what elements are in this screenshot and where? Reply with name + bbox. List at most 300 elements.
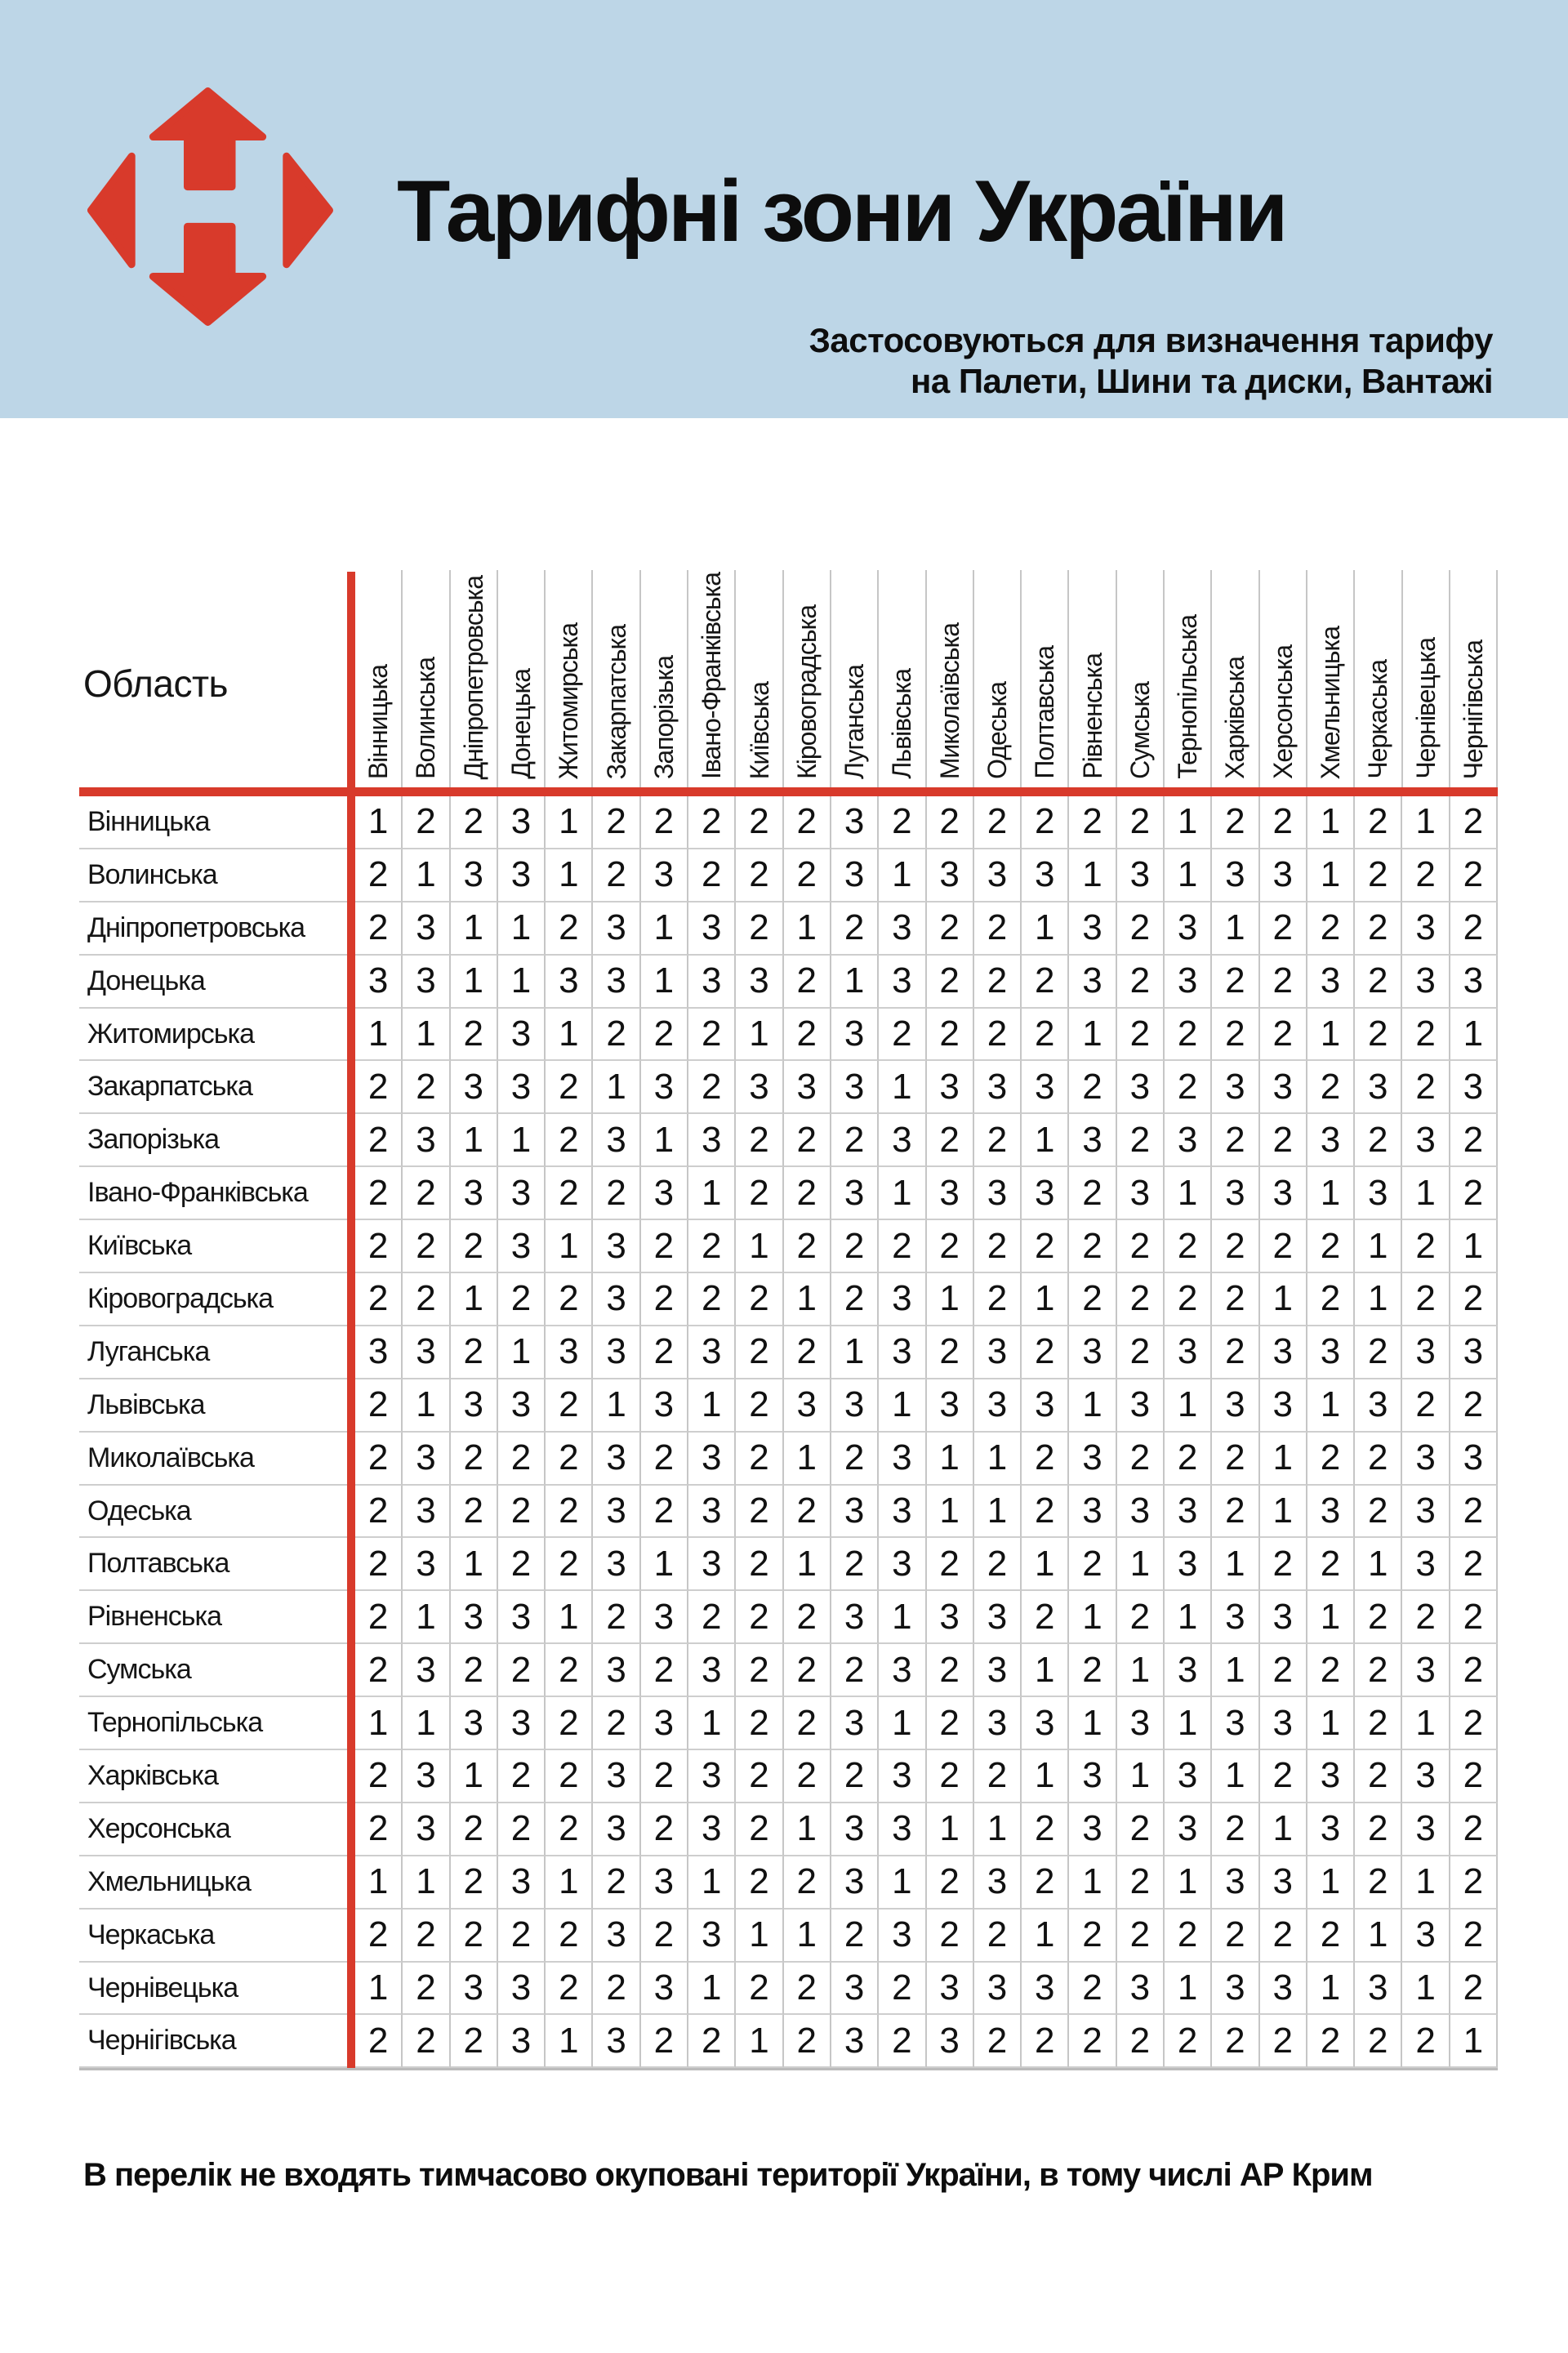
zone-cell: 1: [1165, 796, 1212, 849]
column-header-label: Тернопільська: [1173, 615, 1203, 779]
zone-cell: 2: [1355, 1326, 1402, 1379]
zone-cell: 2: [546, 1114, 593, 1167]
zone-cell: 2: [1022, 2015, 1069, 2068]
column-header-label: Вінницька: [363, 664, 394, 779]
zone-cell: 2: [784, 1220, 831, 1273]
zone-cell: 3: [831, 1963, 879, 2016]
zone-cell: 2: [927, 1114, 974, 1167]
zone-cell: 2: [355, 1273, 403, 1326]
zone-cell: 1: [641, 956, 688, 1009]
zone-cell: 3: [1402, 1538, 1450, 1591]
zone-cell: 3: [1307, 1114, 1355, 1167]
row-label: Херсонська: [79, 1803, 347, 1856]
zone-cell: 1: [1069, 1591, 1116, 1644]
zone-cell: 3: [1402, 1433, 1450, 1486]
zone-cell: 3: [831, 1167, 879, 1220]
zone-cell: 2: [1117, 1009, 1165, 1062]
zone-cell: 1: [1022, 1273, 1069, 1326]
zone-cell: 1: [1260, 1486, 1307, 1539]
zone-cell: 2: [784, 796, 831, 849]
zone-cell: 3: [498, 1379, 546, 1433]
zone-cell: 2: [1355, 1009, 1402, 1062]
zone-cell: 2: [641, 1910, 688, 1963]
zone-cell: 2: [736, 1803, 783, 1856]
zone-cell: 3: [879, 902, 926, 956]
zone-cell: 2: [1165, 1273, 1212, 1326]
zone-cell: 2: [1450, 1856, 1498, 1910]
zone-cell: 2: [1212, 1273, 1259, 1326]
column-header: [1403, 570, 1450, 787]
row-label: Житомирська: [79, 1009, 347, 1062]
zone-cell: 1: [355, 1856, 403, 1910]
zone-cell: 2: [1260, 2015, 1307, 2068]
zone-cell: 2: [1355, 2015, 1402, 2068]
zone-cell: 2: [1450, 1538, 1498, 1591]
zone-cell: 2: [451, 1644, 498, 1697]
row-label: Вінницька: [79, 796, 347, 849]
zone-cell: 1: [974, 1803, 1022, 1856]
zone-cell: 2: [355, 1486, 403, 1539]
zone-cell: 3: [641, 1963, 688, 2016]
row-label: Черкаська: [79, 1910, 347, 1963]
column-header-label: Кіровоградська: [791, 605, 822, 779]
zone-cell: 2: [1355, 849, 1402, 902]
zone-cell: 3: [641, 1591, 688, 1644]
zone-cell: 2: [736, 796, 783, 849]
zone-cell: 2: [1402, 1009, 1450, 1062]
zone-cell: 2: [451, 1803, 498, 1856]
zone-cell: 2: [1212, 956, 1259, 1009]
zone-cell: 3: [1402, 1910, 1450, 1963]
right-wedge-icon: [287, 156, 330, 264]
zone-cell: 2: [1117, 1591, 1165, 1644]
zone-cell: 3: [831, 1009, 879, 1062]
zone-cell: 2: [784, 1486, 831, 1539]
zone-cell: 2: [1022, 1326, 1069, 1379]
zone-cell: 1: [498, 902, 546, 956]
zone-cell: 1: [736, 1910, 783, 1963]
zone-cell: 2: [546, 1697, 593, 1750]
zone-cell: 2: [1450, 1114, 1498, 1167]
zone-cell: 2: [593, 796, 640, 849]
zone-cell: 1: [1069, 1009, 1116, 1062]
zone-cell: 3: [688, 1910, 736, 1963]
zone-cell: 1: [546, 1009, 593, 1062]
column-header: [1069, 570, 1116, 787]
zone-cell: 3: [736, 956, 783, 1009]
zone-cell: 2: [593, 849, 640, 902]
zone-cell: 2: [451, 1220, 498, 1273]
zone-cell: 1: [1022, 1750, 1069, 1803]
zone-cell: 1: [641, 1114, 688, 1167]
zone-cell: 2: [1212, 1114, 1259, 1167]
zone-cell: 2: [1212, 796, 1259, 849]
zone-cell: 3: [1307, 1326, 1355, 1379]
zone-cell: 3: [1069, 1326, 1116, 1379]
zone-cell: 2: [546, 1538, 593, 1591]
zone-cell: 2: [641, 1644, 688, 1697]
zone-cell: 2: [736, 1538, 783, 1591]
zone-cell: 3: [1402, 902, 1450, 956]
zone-cell: 2: [1355, 902, 1402, 956]
zone-cell: 3: [403, 902, 450, 956]
zone-cell: 3: [593, 902, 640, 956]
zone-cell: 1: [1069, 1856, 1116, 1910]
zone-cell: 3: [688, 956, 736, 1009]
zone-cell: 2: [831, 1910, 879, 1963]
zone-cell: 3: [641, 1167, 688, 1220]
zone-cell: 2: [1260, 1009, 1307, 1062]
zone-cell: 3: [1212, 1061, 1259, 1114]
zone-cell: 2: [1260, 796, 1307, 849]
zone-cell: 2: [927, 1910, 974, 1963]
zone-cell: 3: [546, 956, 593, 1009]
zone-cell: 2: [1402, 1379, 1450, 1433]
zone-cell: 2: [1069, 2015, 1116, 2068]
column-header-label: Київська: [744, 681, 774, 779]
zone-cell: 2: [1450, 1910, 1498, 1963]
zone-cell: 3: [1260, 1326, 1307, 1379]
zone-cell: 2: [593, 1697, 640, 1750]
zone-cell: 3: [1022, 1379, 1069, 1433]
zone-cell: 3: [927, 1061, 974, 1114]
zone-cell: 3: [498, 2015, 546, 2068]
zone-cell: 1: [1402, 1963, 1450, 2016]
zone-cell: 2: [736, 1273, 783, 1326]
zone-cell: 1: [1307, 1856, 1355, 1910]
zone-cell: 3: [927, 1591, 974, 1644]
column-header: [546, 570, 593, 787]
zone-cell: 2: [403, 2015, 450, 2068]
zone-cell: 2: [879, 1220, 926, 1273]
zone-cell: 2: [1307, 2015, 1355, 2068]
row-label: Полтавська: [79, 1538, 347, 1591]
zone-cell: 3: [1355, 1167, 1402, 1220]
zone-cell: 2: [355, 1910, 403, 1963]
zone-cell: 2: [1117, 1910, 1165, 1963]
zone-cell: 2: [546, 1061, 593, 1114]
zone-cell: 3: [451, 1591, 498, 1644]
zone-cell: 1: [927, 1433, 974, 1486]
zone-cell: 1: [879, 1697, 926, 1750]
zone-cell: 2: [974, 1114, 1022, 1167]
zone-cell: 3: [831, 1591, 879, 1644]
zone-cell: 3: [1260, 1963, 1307, 2016]
zone-cell: 2: [403, 1963, 450, 2016]
zone-cell: 3: [831, 1803, 879, 1856]
zone-cell: 1: [355, 796, 403, 849]
zone-cell: 3: [1260, 1167, 1307, 1220]
zone-cell: 2: [1117, 956, 1165, 1009]
zone-cell: 2: [1117, 1856, 1165, 1910]
zone-cell: 2: [641, 1803, 688, 1856]
zone-cell: 3: [1165, 1803, 1212, 1856]
zone-cell: 2: [736, 1167, 783, 1220]
zone-cell: 3: [451, 1167, 498, 1220]
zone-cell: 3: [1022, 1167, 1069, 1220]
zone-cell: 3: [974, 1856, 1022, 1910]
zone-cell: 1: [1307, 1167, 1355, 1220]
zone-cell: 3: [1022, 1061, 1069, 1114]
zone-cell: 3: [1165, 902, 1212, 956]
zone-cell: 2: [546, 1486, 593, 1539]
zone-cell: 1: [974, 1433, 1022, 1486]
zone-cell: 2: [784, 1591, 831, 1644]
zone-cell: 3: [1212, 1963, 1259, 2016]
zone-cell: 2: [1307, 1644, 1355, 1697]
zone-cell: 2: [1355, 1697, 1402, 1750]
zone-cell: 2: [451, 1326, 498, 1379]
zone-cell: 2: [1402, 1061, 1450, 1114]
column-header-label: Миколаївська: [934, 622, 964, 779]
zone-cell: 1: [1165, 1167, 1212, 1220]
zone-cell: 2: [1450, 902, 1498, 956]
zone-cell: 3: [1069, 1803, 1116, 1856]
zone-cell: 2: [736, 1326, 783, 1379]
zone-cell: 3: [1069, 1433, 1116, 1486]
zone-cell: 2: [1402, 1220, 1450, 1273]
zone-cell: 2: [1022, 956, 1069, 1009]
zone-cell: 2: [974, 1220, 1022, 1273]
zone-cell: 3: [1022, 1697, 1069, 1750]
zone-cell: 3: [1117, 1963, 1165, 2016]
zone-cell: 1: [688, 1697, 736, 1750]
row-label: Закарпатська: [79, 1061, 347, 1114]
zone-cell: 2: [546, 1910, 593, 1963]
zone-cell: 2: [784, 1114, 831, 1167]
zone-cell: 1: [546, 796, 593, 849]
zone-cell: 2: [355, 1433, 403, 1486]
zone-cell: 1: [1355, 1220, 1402, 1273]
zone-cell: 2: [546, 1963, 593, 2016]
row-label: Тернопільська: [79, 1697, 347, 1750]
zone-cell: 2: [641, 1486, 688, 1539]
column-header: [1165, 570, 1212, 787]
zone-cell: 3: [831, 1856, 879, 1910]
column-header-label: Волинська: [411, 657, 441, 779]
zone-cell: 3: [974, 1167, 1022, 1220]
zone-cell: 2: [784, 1167, 831, 1220]
zone-cell: 2: [498, 1486, 546, 1539]
zone-cell: 3: [1260, 1856, 1307, 1910]
zone-cell: 1: [1260, 1273, 1307, 1326]
zone-cell: 2: [546, 902, 593, 956]
column-header-label: Луганська: [840, 665, 870, 779]
zone-cell: 2: [546, 1167, 593, 1220]
zone-cell: 2: [831, 1220, 879, 1273]
zone-cell: 3: [1212, 1697, 1259, 1750]
zone-cell: 3: [688, 1114, 736, 1167]
zone-cell: 2: [1402, 849, 1450, 902]
zone-cell: 2: [1450, 1697, 1498, 1750]
zone-cell: 2: [784, 1697, 831, 1750]
zone-cell: 2: [688, 1220, 736, 1273]
row-label: Хмельницька: [79, 1856, 347, 1910]
zone-cell: 3: [593, 1220, 640, 1273]
zone-cell: 3: [831, 2015, 879, 2068]
zone-cell: 1: [1402, 1167, 1450, 1220]
zone-cell: 1: [1355, 1910, 1402, 1963]
zone-cell: 3: [688, 902, 736, 956]
zone-cell: 1: [403, 849, 450, 902]
zone-cell: 1: [879, 1061, 926, 1114]
zone-cell: 3: [1260, 1061, 1307, 1114]
zone-cell: 3: [879, 1644, 926, 1697]
zone-cell: 3: [1450, 1061, 1498, 1114]
zone-cell: 3: [1355, 1379, 1402, 1433]
zone-cell: 3: [641, 1856, 688, 1910]
zone-cell: 1: [355, 1009, 403, 1062]
zone-cell: 2: [1307, 1061, 1355, 1114]
zone-cell: 2: [736, 1644, 783, 1697]
column-header-label: Дніпропетровська: [458, 575, 488, 779]
zone-cell: 2: [927, 796, 974, 849]
zone-cell: 1: [831, 956, 879, 1009]
zone-cell: 3: [1212, 1856, 1259, 1910]
zone-cell: 3: [498, 1167, 546, 1220]
zone-cell: 1: [1307, 1009, 1355, 1062]
zone-cell: 3: [498, 1009, 546, 1062]
zone-cell: 2: [641, 1326, 688, 1379]
zone-matrix: [355, 796, 1498, 2068]
column-header: [1260, 570, 1307, 787]
zone-cell: 2: [1450, 1963, 1498, 2016]
zone-cell: 2: [1355, 1856, 1402, 1910]
zone-cell: 1: [688, 1379, 736, 1433]
zone-cell: 2: [1212, 1486, 1259, 1539]
table-bottom-border: [79, 2068, 1498, 2070]
zone-cell: 2: [355, 1114, 403, 1167]
zone-cell: 3: [451, 1061, 498, 1114]
zone-cell: 2: [879, 2015, 926, 2068]
column-header: [1355, 570, 1402, 787]
zone-cell: 3: [451, 1697, 498, 1750]
zone-cell: 1: [1450, 1009, 1498, 1062]
zone-cell: 2: [641, 1009, 688, 1062]
zone-cell: 3: [784, 1379, 831, 1433]
zone-cell: 2: [1260, 1220, 1307, 1273]
zone-cell: 2: [974, 1273, 1022, 1326]
zone-cell: 2: [927, 902, 974, 956]
zone-cell: 3: [831, 1379, 879, 1433]
zone-cell: 1: [1069, 849, 1116, 902]
zone-cell: 2: [498, 1750, 546, 1803]
zone-cell: 3: [498, 849, 546, 902]
zone-cell: 1: [355, 1963, 403, 2016]
zone-cell: 3: [974, 849, 1022, 902]
zone-cell: 3: [593, 1486, 640, 1539]
zone-cell: 1: [1212, 1644, 1259, 1697]
row-label: Київська: [79, 1220, 347, 1273]
zone-cell: 3: [688, 1750, 736, 1803]
zone-cell: 3: [688, 1486, 736, 1539]
row-label: Львівська: [79, 1379, 347, 1433]
zone-cell: 3: [1260, 1697, 1307, 1750]
zone-cell: 2: [593, 1009, 640, 1062]
zone-cell: 2: [688, 2015, 736, 2068]
zone-cell: 1: [879, 1856, 926, 1910]
zone-cell: 3: [593, 1910, 640, 1963]
zone-cell: 2: [927, 1750, 974, 1803]
zone-cell: 2: [974, 2015, 1022, 2068]
zone-cell: 2: [1260, 1644, 1307, 1697]
zone-cell: 3: [974, 1697, 1022, 1750]
zone-cell: 2: [879, 1963, 926, 2016]
zone-cell: 3: [403, 1644, 450, 1697]
column-header: [1117, 570, 1165, 787]
zone-cell: 2: [1212, 1433, 1259, 1486]
zone-cell: 3: [1117, 1167, 1165, 1220]
zone-cell: 3: [688, 1803, 736, 1856]
arrow-down-icon: [153, 226, 262, 322]
zone-cell: 2: [784, 1644, 831, 1697]
zone-cell: 1: [403, 1856, 450, 1910]
zone-cell: 2: [355, 902, 403, 956]
zone-cell: 2: [1450, 1167, 1498, 1220]
zone-cell: 2: [927, 1538, 974, 1591]
zone-cell: 2: [1450, 1803, 1498, 1856]
zone-cell: 3: [879, 1910, 926, 1963]
row-label: Луганська: [79, 1326, 347, 1379]
zone-cell: 1: [1212, 1538, 1259, 1591]
zone-cell: 3: [403, 1486, 450, 1539]
zone-cell: 2: [1355, 1486, 1402, 1539]
zone-cell: 3: [879, 1803, 926, 1856]
zone-cell: 3: [593, 1326, 640, 1379]
column-header-label: Одеська: [982, 682, 1012, 779]
zone-cell: 3: [831, 1486, 879, 1539]
zone-cell: 2: [355, 1167, 403, 1220]
zone-cell: 2: [1212, 1326, 1259, 1379]
zone-cell: 3: [1450, 956, 1498, 1009]
zone-cell: 1: [1022, 1910, 1069, 1963]
zone-cell: 1: [355, 1697, 403, 1750]
zone-cell: 2: [784, 849, 831, 902]
zone-cell: 2: [1260, 1910, 1307, 1963]
zone-cell: 1: [1402, 1697, 1450, 1750]
zone-cell: 2: [1117, 1803, 1165, 1856]
zone-cell: 1: [1117, 1644, 1165, 1697]
zone-cell: 1: [451, 902, 498, 956]
zone-cell: 2: [546, 1750, 593, 1803]
zone-cell: 2: [974, 902, 1022, 956]
zone-cell: 1: [1069, 1379, 1116, 1433]
zone-cell: 2: [1165, 1433, 1212, 1486]
column-header: [593, 570, 640, 787]
row-label: Кіровоградська: [79, 1273, 347, 1326]
column-header: [451, 570, 498, 787]
zone-cell: 3: [498, 1591, 546, 1644]
zone-cell: 3: [1260, 1591, 1307, 1644]
zone-cell: 2: [1355, 1591, 1402, 1644]
column-header-label: Закарпатська: [601, 624, 631, 779]
zone-cell: 2: [355, 2015, 403, 2068]
zone-cell: 3: [403, 1114, 450, 1167]
zone-cell: 2: [736, 1697, 783, 1750]
zone-cell: 3: [974, 1963, 1022, 2016]
zone-cell: 2: [593, 1963, 640, 2016]
zone-cell: 2: [1022, 1220, 1069, 1273]
zone-cell: 2: [1069, 1273, 1116, 1326]
zone-cell: 1: [927, 1486, 974, 1539]
zone-cell: 2: [498, 1433, 546, 1486]
zone-cell: 1: [641, 1538, 688, 1591]
zone-cell: 1: [1307, 1697, 1355, 1750]
zone-cell: 3: [1307, 1486, 1355, 1539]
zone-cell: 2: [1069, 1220, 1116, 1273]
zone-cell: 2: [688, 1591, 736, 1644]
zone-cell: 1: [1022, 1538, 1069, 1591]
